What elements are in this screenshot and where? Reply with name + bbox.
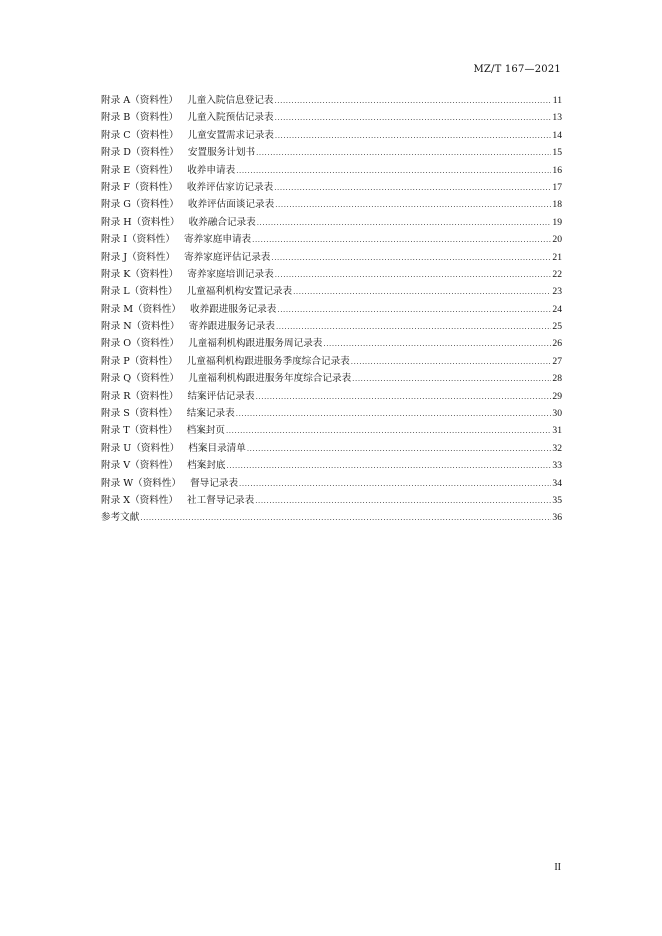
toc-entry-title: 督导记录表 xyxy=(190,477,239,489)
toc-entry-title: 参考文献 xyxy=(101,512,140,524)
toc-entry[interactable] xyxy=(101,475,562,492)
toc-entry-prefix: 附录 B（资料性） xyxy=(101,112,179,124)
toc-entry-prefix: 附录 D（资料性） xyxy=(101,147,179,159)
toc-entry-title: 社工督导记录表 xyxy=(187,494,255,506)
toc-entry-prefix: 附录 F（资料性） xyxy=(101,181,178,193)
toc-entry-prefix: 附录 C（资料性） xyxy=(101,129,179,141)
toc-entry-title: 安置服务计划书 xyxy=(187,147,256,159)
toc-dot-leader xyxy=(239,476,551,493)
toc-dot-leader xyxy=(274,180,551,197)
toc-dot-leader xyxy=(293,284,551,301)
toc-entry-prefix: 附录 O（资料性） xyxy=(101,338,180,350)
toc-entry[interactable] xyxy=(101,388,562,405)
toc-dot-leader xyxy=(275,197,551,214)
toc-entry[interactable] xyxy=(101,249,562,266)
toc-entry-title: 档案目录清单 xyxy=(188,442,246,454)
toc-entry-page: 18 xyxy=(552,199,562,211)
toc-dot-leader xyxy=(351,354,552,371)
page-number: II xyxy=(554,862,561,873)
toc-entry-prefix: 附录 U（资料性） xyxy=(101,442,180,454)
toc-dot-leader xyxy=(352,371,551,388)
toc-entry-page: 31 xyxy=(552,425,562,437)
standard-code: MZ/T 167—2021 xyxy=(473,64,561,75)
toc-entry-page: 16 xyxy=(552,164,562,176)
toc-entry[interactable] xyxy=(101,283,562,300)
toc-entry-page: 24 xyxy=(552,303,562,315)
toc-entry-title: 收养申请表 xyxy=(187,164,236,176)
toc-entry-page: 33 xyxy=(552,460,562,472)
toc-entry-page: 17 xyxy=(552,181,562,193)
toc-dot-leader xyxy=(236,163,551,180)
toc-dot-leader xyxy=(140,510,551,527)
toc-entry-title: 收养融合记录表 xyxy=(188,216,256,228)
toc-entry-prefix: 附录 W（资料性） xyxy=(101,477,182,489)
toc-entry-prefix: 附录 X（资料性） xyxy=(101,494,179,506)
toc-entry-title: 档案封页 xyxy=(186,425,225,437)
toc-entry-prefix: 附录 P（资料性） xyxy=(101,355,178,367)
toc-entry-page: 23 xyxy=(552,286,562,298)
toc-dot-leader xyxy=(275,267,552,284)
toc-entry[interactable] xyxy=(101,353,562,370)
toc-dot-leader xyxy=(255,493,551,510)
toc-entry-page: 22 xyxy=(552,268,562,280)
toc-entry-title: 儿童入院信息登记表 xyxy=(187,95,274,106)
toc-entry-page: 28 xyxy=(552,373,562,385)
toc-entry[interactable] xyxy=(101,440,562,457)
toc-entry-title: 结案评估记录表 xyxy=(187,390,255,402)
toc-entry-title: 儿童安置需求记录表 xyxy=(187,129,274,141)
toc-entry-prefix: 附录 J（资料性） xyxy=(101,251,176,263)
toc-entry[interactable] xyxy=(101,179,562,196)
toc-dot-leader xyxy=(252,232,551,249)
toc-dot-leader xyxy=(227,458,552,475)
toc-entry-references[interactable] xyxy=(101,509,562,526)
toc-entry[interactable] xyxy=(101,492,562,509)
toc-entry-prefix: 附录 G（资料性） xyxy=(101,199,179,211)
toc-dot-leader xyxy=(226,423,551,440)
toc-entry-page: 36 xyxy=(552,512,562,524)
toc-entry[interactable] xyxy=(101,318,562,335)
toc-entry-page: 14 xyxy=(552,129,562,141)
toc-entry[interactable] xyxy=(101,422,562,439)
toc-dot-leader xyxy=(271,250,551,267)
toc-entry-prefix: 附录 Q（资料性） xyxy=(101,373,180,385)
toc-entry-page: 35 xyxy=(552,494,562,506)
toc-entry-prefix: 附录 S（资料性） xyxy=(101,408,178,420)
toc-entry-prefix: 附录 H（资料性） xyxy=(101,216,180,228)
toc-entry[interactable] xyxy=(101,214,562,231)
toc-entry[interactable] xyxy=(101,370,562,387)
toc-entry-prefix: 附录 R（资料性） xyxy=(101,390,179,402)
toc-entry-prefix: 附录 V（资料性） xyxy=(101,460,179,472)
toc-entry[interactable] xyxy=(101,92,562,109)
toc-entry-page: 11 xyxy=(552,95,562,106)
toc-entry-page: 30 xyxy=(552,408,562,420)
toc-entry-page: 32 xyxy=(552,442,562,454)
toc-entry[interactable] xyxy=(101,127,562,144)
toc-dot-leader xyxy=(256,389,552,406)
toc-entry-prefix: 附录 L（资料性） xyxy=(101,286,178,298)
toc-entry[interactable] xyxy=(101,196,562,213)
toc-entry-page: 20 xyxy=(552,234,562,246)
toc-entry-prefix: 附录 A（资料性） xyxy=(101,95,179,106)
toc-entry[interactable] xyxy=(101,162,562,179)
toc-dot-leader xyxy=(236,406,552,423)
toc-entry-title: 儿童福利机构安置记录表 xyxy=(186,286,293,298)
toc-entry[interactable] xyxy=(101,109,562,126)
toc-dot-leader xyxy=(277,302,551,319)
toc-dot-leader xyxy=(256,145,551,162)
toc-dot-leader xyxy=(323,336,551,353)
toc-entry-page: 21 xyxy=(552,251,562,263)
toc-entry-title: 儿童福利机构跟进服务季度综合记录表 xyxy=(186,355,350,367)
toc-dot-leader xyxy=(275,128,552,145)
toc-entry[interactable] xyxy=(101,457,562,474)
toc-entry[interactable] xyxy=(101,231,562,248)
toc-entry-page: 26 xyxy=(552,338,562,350)
toc-entry-title: 儿童福利机构跟进服务年度综合记录表 xyxy=(188,373,352,385)
toc-entry-page: 27 xyxy=(552,355,562,367)
toc-dot-leader xyxy=(275,110,552,127)
toc-dot-leader xyxy=(247,441,552,458)
toc-entry-title: 寄养家庭申请表 xyxy=(184,234,252,246)
toc-entry[interactable] xyxy=(101,335,562,352)
table-of-contents xyxy=(101,92,562,527)
toc-entry-page: 15 xyxy=(552,147,562,159)
toc-entry-title: 档案封底 xyxy=(187,460,226,472)
toc-entry-title: 儿童福利机构跟进服务周记录表 xyxy=(188,338,323,350)
toc-entry[interactable] xyxy=(101,405,562,422)
toc-dot-leader xyxy=(276,319,551,336)
toc-entry-title: 收养评估家访记录表 xyxy=(186,181,274,193)
toc-entry-title: 收养跟进服务记录表 xyxy=(190,303,277,315)
toc-entry-page: 29 xyxy=(552,390,562,402)
toc-entry-title: 寄养跟进服务记录表 xyxy=(188,321,275,333)
toc-entry-prefix: 附录 N（资料性） xyxy=(101,321,180,333)
toc-entry[interactable] xyxy=(101,266,562,283)
toc-entry-prefix: 附录 I（资料性） xyxy=(101,234,175,246)
toc-entry-prefix: 附录 T（资料性） xyxy=(101,425,178,437)
toc-entry-title: 儿童入院预估记录表 xyxy=(187,112,274,124)
toc-entry-title: 结案记录表 xyxy=(186,408,235,420)
toc-entry[interactable] xyxy=(101,301,562,318)
toc-entry-page: 34 xyxy=(552,477,562,489)
toc-entry[interactable] xyxy=(101,144,562,161)
toc-entry-title: 寄养家庭培训记录表 xyxy=(187,268,274,280)
toc-entry-prefix: 附录 K（资料性） xyxy=(101,268,179,280)
toc-entry-title: 收养评估面谈记录表 xyxy=(187,199,275,211)
toc-entry-title: 寄养家庭评估记录表 xyxy=(184,251,271,263)
toc-dot-leader xyxy=(257,215,552,232)
toc-entry-page: 13 xyxy=(552,112,562,124)
toc-entry-prefix: 附录 M（资料性） xyxy=(101,303,182,315)
toc-entry-page: 25 xyxy=(552,321,562,333)
toc-dot-leader xyxy=(274,93,551,110)
toc-entry-prefix: 附录 E（资料性） xyxy=(101,164,179,176)
toc-entry-page: 19 xyxy=(552,216,562,228)
